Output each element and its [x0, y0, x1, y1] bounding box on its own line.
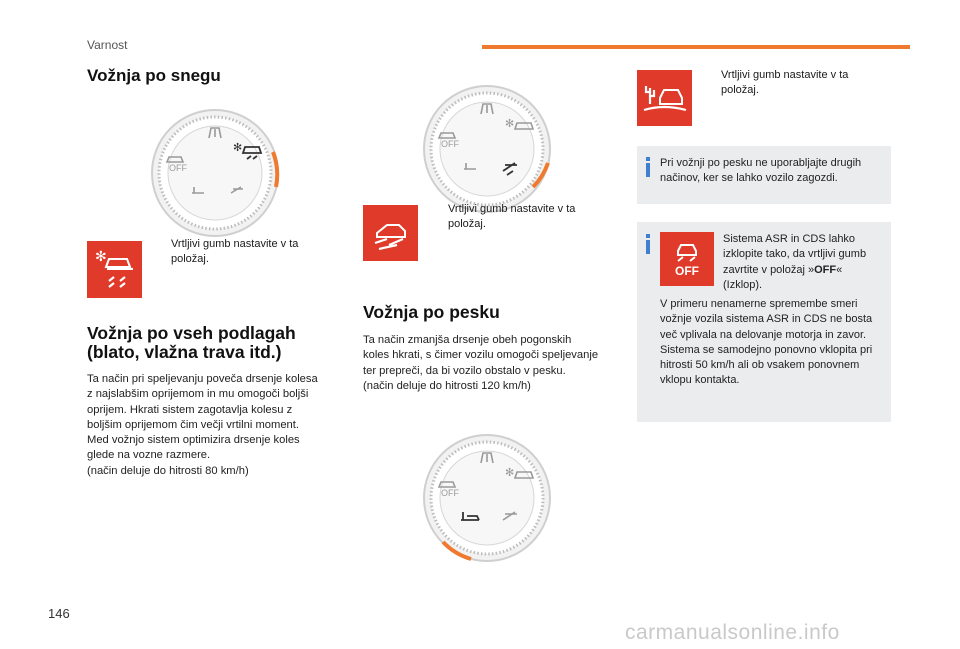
mode-dial-mud: [421, 83, 553, 215]
mode-dial-sand: [421, 432, 553, 564]
info-icon: [646, 234, 650, 254]
section-rule: [482, 45, 910, 49]
off-note-text: Sistema ASR in CDS lahko izklopite tako, da vrtljivi gumb zavrtite v položaj »OFF« (Izklop).: [723, 233, 867, 291]
snow-title: Vožnja po snegu: [87, 66, 221, 85]
mud-instruction: Vrtljivi gumb nastavite v ta položaj.: [448, 203, 576, 230]
snow-mode-icon: [87, 241, 142, 298]
sand-mode-icon: [637, 70, 692, 126]
info-icon: [646, 157, 650, 177]
sand-title: Vožnja po pesku: [363, 302, 500, 322]
section-label: Varnost: [87, 38, 128, 52]
svg-text:✻: ✻: [94, 248, 107, 265]
mud-mode-icon: [363, 205, 418, 261]
snow-instruction: Vrtljivi gumb nastavite v ta položaj.: [171, 238, 299, 265]
svg-text:OFF: OFF: [441, 139, 459, 149]
svg-text:✻: ✻: [233, 141, 243, 154]
off-note-paragraph: V primeru nenamerne spremembe smeri vožnje vozila sistema ASR in CDS ne bosta več vplivala na delovanje motorja in zavor. Sistema se samodejno ponovno vklopita pri hitrosti 50 km/h ali ob vsakem ponovnem vklopu kontakta.: [660, 298, 873, 387]
watermark: carmanualsonline.info: [625, 621, 840, 644]
page-number: 146: [48, 606, 70, 621]
svg-text:OFF: OFF: [169, 163, 187, 173]
svg-text:OFF: OFF: [441, 488, 459, 498]
off-note-box: [637, 222, 891, 422]
sand-instruction: Vrtljivi gumb nastavite v ta položaj.: [721, 69, 849, 96]
svg-text:✻: ✻: [505, 117, 515, 130]
sand-paragraph: Ta način zmanjša drsenje obeh pogonskih koles hkrati, s čimer vozilu omogoči speljevanje ter prepreči, da bi vozilo obstalo v pesku. (način deluje do hitrosti 120 km/h): [363, 334, 599, 392]
sand-note-box: [637, 146, 891, 204]
off-mode-icon: OFF: [660, 232, 714, 286]
sand-note-text: Pri vožnji po pesku ne uporabljajte drugih načinov, ker se lahko vozilo zagozdi.: [660, 157, 862, 185]
svg-text:✻: ✻: [505, 466, 515, 479]
all-terrain-title: Vožnja po vseh podlagah (blato, vlažna trava itd.): [87, 323, 296, 362]
all-terrain-paragraph: Ta način pri speljevanju poveča drsenje kolesa z najslabšim oprijemom in mu omogoči boljši oprijem. Hkrati sistem zagotavlja kolesu z boljšim oprijemom čim večji vrtilni moment. Med vožnjo sistem optimizira drsenje koles glede na vozne razmere. (način deluje do hitrosti 80 km/h): [87, 373, 318, 477]
mode-dial-snow: [149, 107, 281, 239]
